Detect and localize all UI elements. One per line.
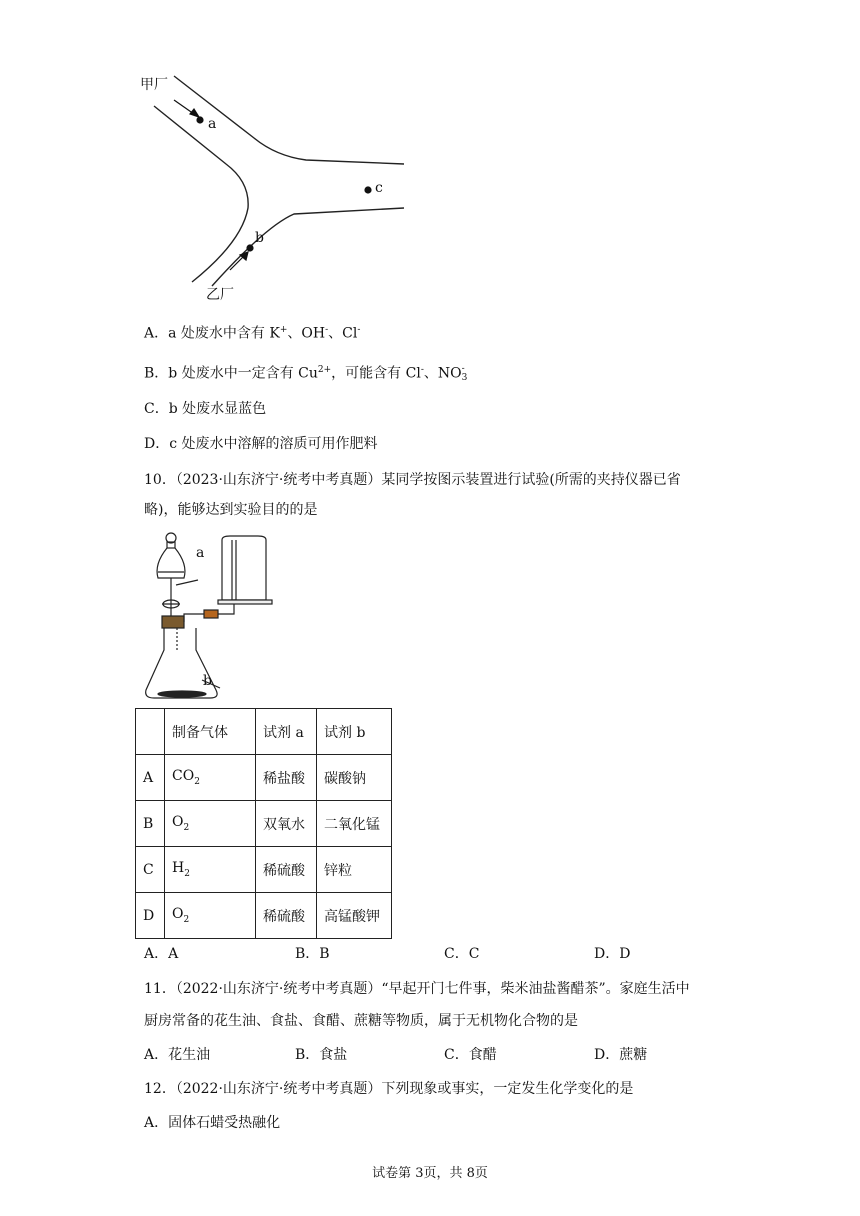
table-cell: 稀盐酸 [256,755,317,801]
table-cell: B [136,801,165,847]
reagent-table [135,708,392,939]
table-header-cell [136,709,165,755]
table-cell: 稀硫酸 [256,893,317,939]
q11-stem-line1: 11．（2022·山东济宁·统考中考真题）“早起开门七件事，柴米油盐酱醋茶”。家庭生活中 [144,981,690,997]
q11-choice-d[interactable]: D．蔗糖 [594,1047,648,1063]
table-cell: 二氧化锰 [317,801,392,847]
river-bank-left [154,106,248,282]
table-cell: $O_2$ [165,893,256,939]
q10-choice-c[interactable]: C．C [444,946,480,962]
q11-choice-c[interactable]: C．食醋 [444,1047,497,1063]
table-header-cell: 试剂 a [256,709,317,755]
table-row [136,847,392,893]
table-row [136,801,392,847]
table-cell: $O_2$ [165,801,256,847]
point-c-label: c [375,180,383,196]
river-bank-lower [212,208,404,286]
table-cell: A [136,755,165,801]
table-cell: 双氧水 [256,801,317,847]
table-row [136,755,392,801]
q9-option-d: D．c 处废水中溶解的溶质可用作肥料 [144,436,378,452]
table-cell: D [136,893,165,939]
table-cell: 锌粒 [317,847,392,893]
table-cell: 稀硫酸 [256,847,317,893]
table-row [136,893,392,939]
factory-jia-label: 甲厂 [140,77,168,93]
q11-choice-a[interactable]: A．花生油 [144,1047,211,1063]
table-cell: C [136,847,165,893]
point-b-label: b [255,230,264,246]
table-header-row [136,709,392,755]
q9-option-b: B．b 处废水中一定含有 $Cu^{2+}$，可能含有 Cl-、NO - 3 [144,363,468,383]
q12-option-a[interactable]: A．固体石蜡受热融化 [144,1115,281,1131]
point-c-dot [364,186,371,193]
table-header-cell: 制备气体 [165,709,256,755]
table-cell: $H_2$ [165,847,256,893]
reagent-a-label: a [196,545,205,561]
point-a-label: a [208,116,217,132]
point-b-dot [246,244,253,251]
factory-yi-label: 乙厂 [206,287,234,303]
gas-apparatus-diagram [140,530,290,705]
table-cell: $CO_2$ [165,755,256,801]
reagent-b-label: b [203,673,212,689]
q11-stem-line2: 厨房常备的花生油、食盐、食醋、蔗糖等物质，属于无机物化合物的是 [144,1013,578,1029]
page-footer: 试卷第 3页，共 8页 [372,1166,488,1181]
table-cell: 碳酸钠 [317,755,392,801]
q9-option-c: C．b 处废水显蓝色 [144,401,267,417]
q9-option-a: A．a 处废水中含有 K+、OH-、Cl- [144,325,361,342]
q11-choice-b[interactable]: B．食盐 [295,1047,348,1063]
point-a-dot [196,116,203,123]
q12-stem: 12．（2022·山东济宁·统考中考真题）下列现象或事实，一定发生化学变化的是 [144,1081,634,1097]
q10-stem-line1: 10．（2023·山东济宁·统考中考真题）某同学按图示装置进行试验(所需的夹持仪器已省 [144,472,681,488]
q10-choice-a[interactable]: A．A [144,946,179,962]
q10-choice-b[interactable]: B．B [295,946,330,962]
table-header-cell: 试剂 b [317,709,392,755]
q10-stem-line2: 略)，能够达到实验目的的是 [144,502,318,518]
table-cell: 高锰酸钾 [317,893,392,939]
q10-choice-d[interactable]: D．D [594,946,631,962]
